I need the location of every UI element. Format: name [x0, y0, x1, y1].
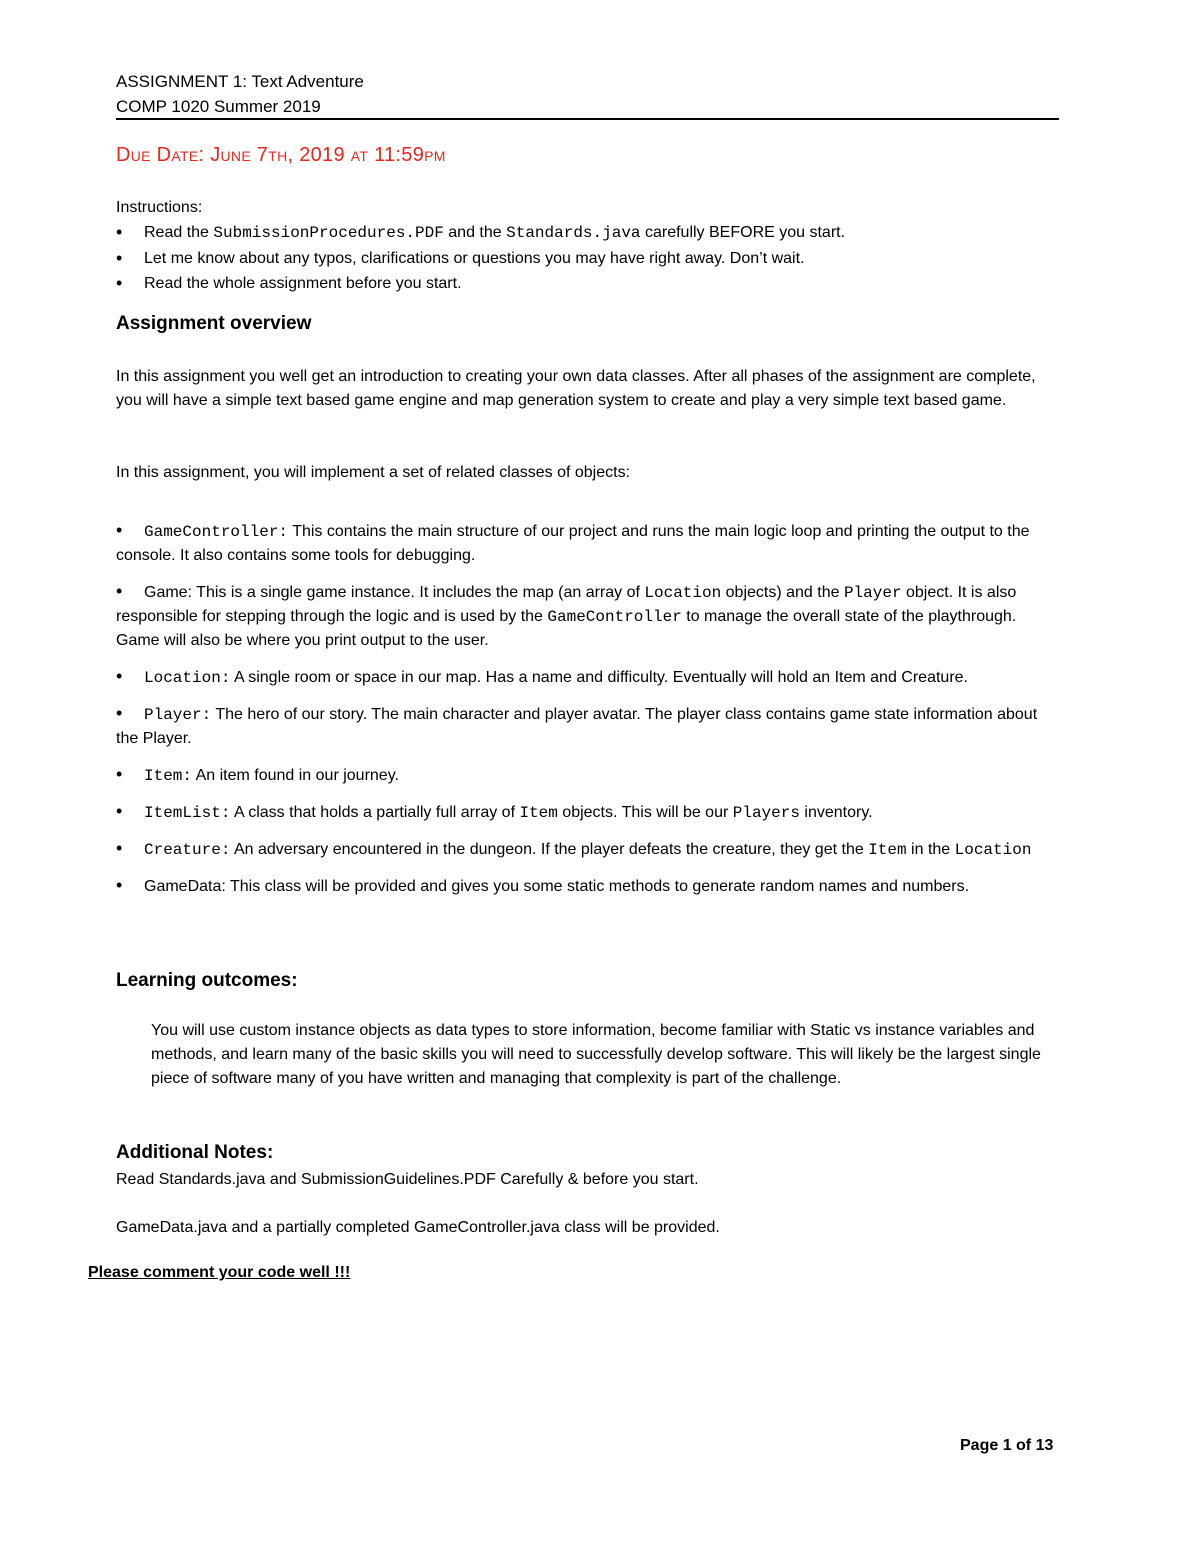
bullet-icon: • — [116, 875, 123, 895]
class-desc: An adversary encountered in the dungeon. If the player defeats the creature, they get the — [230, 841, 869, 858]
class-desc: An item found in our journey. — [192, 767, 399, 784]
header-course: COMP 1020 Summer 2019 — [116, 97, 321, 116]
overview-heading: Assignment overview — [116, 313, 312, 334]
class-code: Location — [644, 584, 722, 602]
class-desc: objects) and the — [721, 584, 844, 601]
list-item — [116, 664, 1056, 690]
bullet-icon: • — [116, 764, 123, 784]
list-item: • Read the whole assignment before you start. — [116, 271, 1056, 296]
class-name: GameController: — [144, 523, 289, 541]
notes-line-1: Read Standards.java and SubmissionGuidelines.PDF Carefully & before you start. — [116, 1171, 699, 1188]
list-item — [116, 836, 1056, 862]
instr-code-submission: SubmissionProcedures.PDF — [213, 224, 444, 242]
notes-line-2: GameData.java and a partially completed GameController.java class will be provided. — [116, 1219, 720, 1236]
class-name: Game: — [144, 584, 193, 601]
header-rule — [116, 118, 1059, 120]
class-desc: in the — [906, 841, 955, 858]
class-name: Item: — [144, 767, 193, 785]
list-item — [116, 701, 1056, 751]
class-code: Item — [868, 841, 907, 859]
instructions-list — [116, 220, 1056, 296]
comment-reminder: Please comment your code well !!! — [88, 1264, 351, 1281]
class-code: GameController — [547, 608, 682, 626]
class-desc: This contains the main structure of our project and runs the main logic loop and printing the output to the console. It also contains some tools for debugging. — [116, 523, 1030, 564]
class-code: Location — [954, 841, 1032, 859]
overview-paragraph: In this assignment you well get an introduction to creating your own data classes. After all phases of the assignment are complete, you will have a simple text based game engine and map generation system to create and play a very simple text based game. — [116, 368, 1036, 409]
class-desc: object. It is also responsible for stepping through the logic and is used by the — [116, 584, 1017, 625]
list-item — [116, 762, 1056, 788]
list-item — [116, 579, 1056, 653]
class-desc: This is a single game instance. It includes the map (an array of — [192, 584, 645, 601]
list-item — [116, 873, 1056, 899]
list-item — [116, 220, 1056, 246]
class-desc: The hero of our story. The main character and player avatar. The player class contains game state information about the Player. — [116, 706, 1038, 747]
class-list — [116, 518, 1056, 910]
outcomes-heading: Learning outcomes: — [116, 970, 298, 991]
class-code: Player — [843, 584, 902, 602]
header-title: ASSIGNMENT 1: Text Adventure — [116, 72, 364, 91]
bullet-icon: • — [116, 703, 123, 723]
instr-text: and the — [443, 224, 507, 241]
bullet-icon: • — [116, 666, 123, 686]
bullet-icon: • — [116, 838, 123, 858]
page-number: Page 1 of 13 — [960, 1437, 1054, 1454]
instr-code-standards: Standards.java — [506, 224, 641, 242]
overview-intro: In this assignment, you will implement a set of related classes of objects: — [116, 464, 631, 481]
class-name: GameData: — [144, 878, 226, 895]
list-item — [116, 518, 1056, 568]
class-desc: objects. This will be our — [557, 804, 733, 821]
class-name: Player: — [144, 706, 212, 724]
notes-heading: Additional Notes: — [116, 1142, 274, 1163]
list-item: • Let me know about any typos, clarifications or questions you may have right away. Don’t wait. — [116, 246, 1056, 271]
class-desc: A single room or space in our map. Has a name and difficulty. Eventually will hold an Item and Creature. — [230, 669, 968, 686]
class-code: Item — [519, 804, 558, 822]
class-name: ItemList: — [144, 804, 231, 822]
bullet-icon: • — [116, 801, 123, 821]
class-desc: A class that holds a partially full array of — [230, 804, 520, 821]
outcomes-paragraph: You will use custom instance objects as data types to store information, become familiar with Static vs instance variables and methods, and learn many of the basic skills you will need to successfully develop software. This will likely be the largest single piece of software many of you have written and managing that complexity is part of the challenge. — [151, 1022, 1041, 1087]
list-item — [116, 799, 1056, 825]
bullet-icon: • — [116, 520, 123, 540]
class-desc: to manage the overall state of the playthrough. Game will also be where you print output to the user. — [116, 608, 1017, 649]
class-name: Creature: — [144, 841, 231, 859]
due-date: Due Date: June 7th, 2019 at 11:59pm — [116, 144, 446, 166]
instructions-label: Instructions: — [116, 199, 203, 216]
class-desc: inventory. — [799, 804, 873, 821]
bullet-icon: • — [116, 581, 123, 601]
class-code: Players — [732, 804, 800, 822]
class-name: Location: — [144, 669, 231, 687]
instr-text: Read the — [144, 224, 214, 241]
instr-text: carefully BEFORE you start. — [640, 224, 846, 241]
class-desc: This class will be provided and gives you some static methods to generate random names and numbers. — [225, 878, 970, 895]
